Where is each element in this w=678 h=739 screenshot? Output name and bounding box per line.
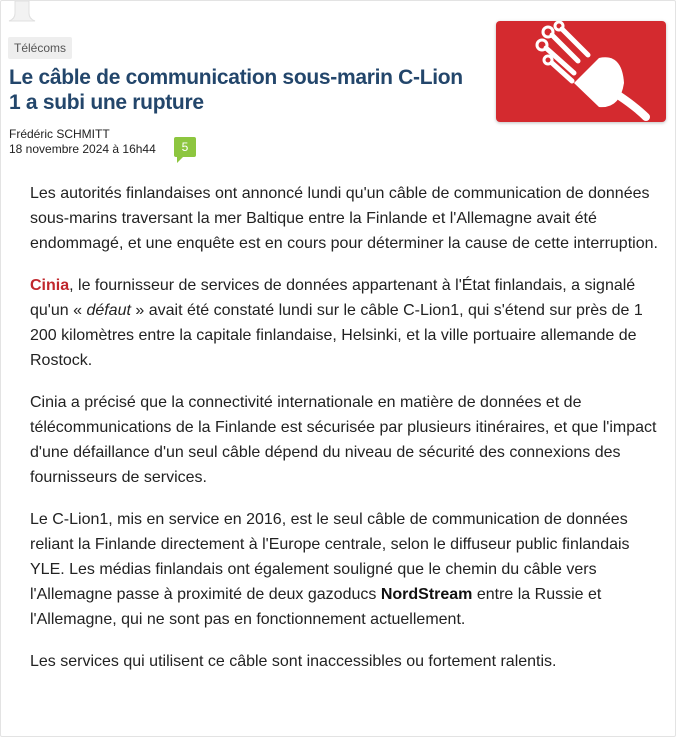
paragraph-3: Cinia a précisé que la connectivité internationale en matière de données et de télécommunications de la Finlande est sécurisée par plusieurs itinéraires, et que l'impact d'une défaillance d'un seul câble dépend du niveau de sécurité des connexions des fournisseurs de services. [30,394,657,486]
paragraph-2-emphasis: défaut [86,302,131,319]
paragraph-2 [30,273,660,373]
category-tag[interactable]: Télécoms [8,37,72,59]
cinia-link[interactable]: Cinia [30,277,70,294]
paragraph-5: Les services qui utilisent ce câble sont inaccessibles ou fortement ralentis. [30,653,557,670]
paragraph-4-text-a: Le C-Lion1, mis en service en 2016, est le seul câble de communication de données reliant la Finlande directement à l'Europe centrale, selon le diffuseur public finlandais YLE. Les médias finlandais ont également souligné que le chemin du câble vers l'Allemagne passe à proximité de deux gazoducs [30,511,630,603]
publish-date: 18 novembre 2024 à 16h44 [9,142,156,156]
nordstream-keyword: NordStream [380,586,473,603]
paragraph-2-text-a: , le fournisseur de services de données appartenant à l'État finlandais, a signalé qu'un « [30,277,636,319]
comments-count-badge[interactable]: 5 [174,137,196,157]
article-thumbnail[interactable] [496,21,666,122]
paragraph-4 [30,507,660,632]
cable-icon [496,21,666,122]
author-name[interactable]: Frédéric SCHMITT [9,127,110,141]
article-title[interactable]: Le câble de communication sous-marin C-Lion 1 a subi une rupture [9,66,463,114]
paragraph-2-text-b: » avait été constaté lundi sur le câble C-Lion1, qui s'étend sur près de 1 200 kilomètres entre la capitale finlandaise, Helsinki, et la ville portuaire allemande de Rostock. [30,302,643,369]
paragraph-1: Les autorités finlandaises ont annoncé lundi qu'un câble de communication de données sous-marins traversant la mer Baltique entre la Finlande et l'Allemagne avait été endommagé, et une enquête est en cours pour déterminer la cause de cette interruption. [30,185,658,252]
article-body [30,181,660,691]
paragraph-4-text-b: entre la Russie et l'Allemagne, qui ne sont pas en fonctionnement actuellement. [30,586,602,628]
bell-icon [5,1,39,23]
